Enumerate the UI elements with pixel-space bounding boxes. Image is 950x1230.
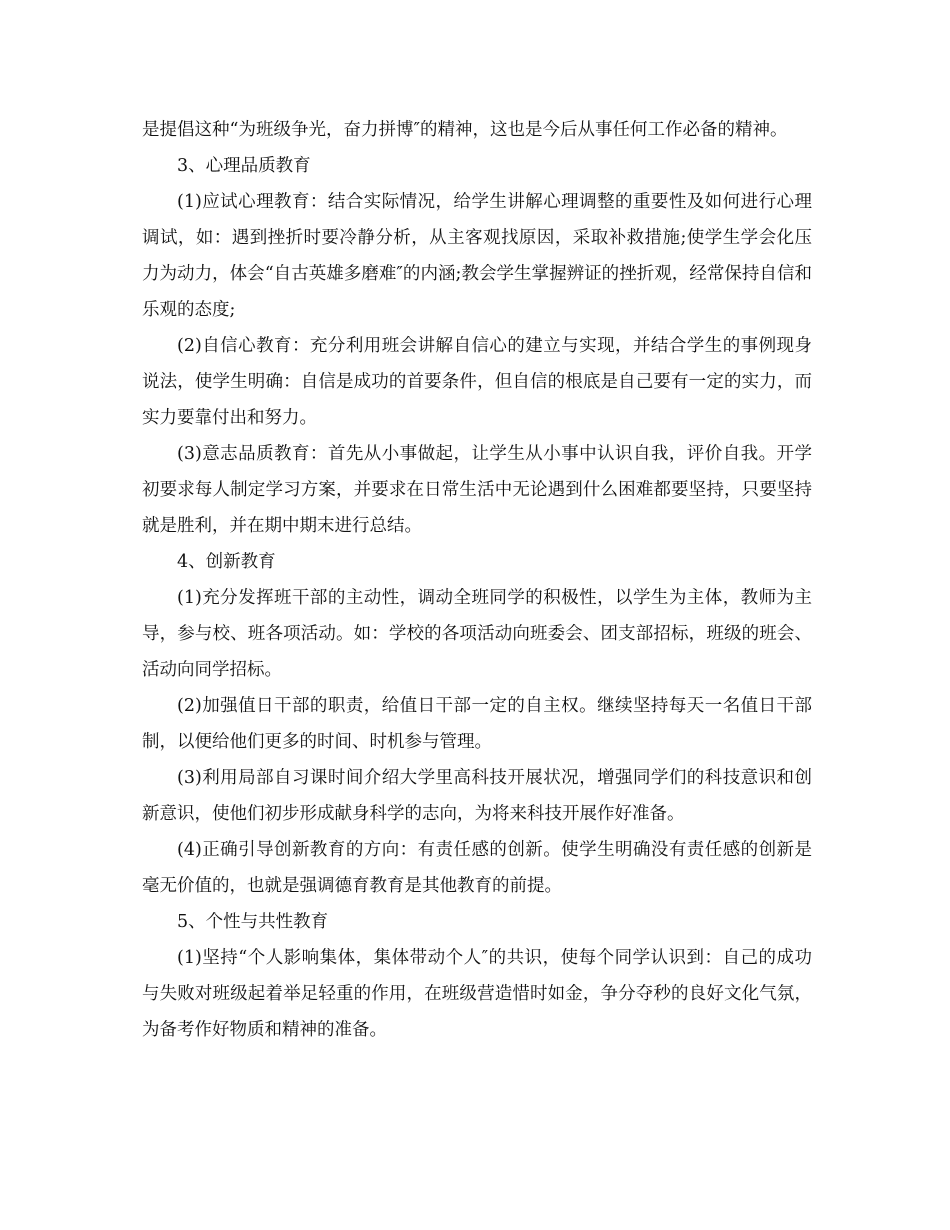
paragraph-4-1: (1)充分发挥班干部的主动性，调动全班同学的积极性，以学生为主体，教师为主导，参与校、班各项活动。如：学校的各项活动向班委会、团支部招标，班级的班会、活动向同学招标。 [142, 588, 812, 680]
paragraph-4-3: (3)利用局部自习课时间介绍大学里高科技开展状况，增强同学们的科技意识和创新意识，使他们初步形成献身科学的志向，为将来科技开展作好准备。 [142, 768, 812, 824]
section-heading-3: 3、心理品质教育 [177, 156, 311, 176]
section-heading-4: 4、创新教育 [177, 552, 276, 572]
section-heading-5: 5、个性与共性教育 [177, 912, 329, 932]
paragraph-4-2: (2)加强值日干部的职责，给值日干部一定的自主权。继续坚持每天一名值日干部制，以便给他们更多的时间、时机参与管理。 [142, 696, 812, 752]
paragraph-3-2: (2)自信心教育：充分利用班会讲解自信心的建立与实现，并结合学生的事例现身说法，使学生明确：自信是成功的首要条件，但自信的根底是自己要有一定的实力，而实力要靠付出和努力。 [142, 336, 812, 428]
paragraph-continuation: 是提倡这种“为班级争光，奋力拼博″的精神，这也是今后从事任何工作必备的精神。 [142, 120, 788, 140]
document-body [142, 112, 812, 1048]
paragraph-3-1: (1)应试心理教育：结合实际情况，给学生讲解心理调整的重要性及如何进行心理调试，如：遇到挫折时要冷静分析，从主客观找原因，采取补救措施;使学生学会化压力为动力，体会“自古英雄多磨难″的内涵;教会学生掌握辨证的挫折观，经常保持自信和乐观的态度; [142, 192, 812, 320]
paragraph-3-3: (3)意志品质教育：首先从小事做起，让学生从小事中认识自我，评价自我。开学初要求每人制定学习方案，并要求在日常生活中无论遇到什么困难都要坚持，只要坚持就是胜利，并在期中期末进行总结。 [142, 444, 812, 536]
paragraph-5-1: (1)坚持“个人影响集体，集体带动个人″的共识，使每个同学认识到：自己的成功与失败对班级起着举足轻重的作用，在班级营造惜时如金，争分夺秒的良好文化气氛，为备考作好物质和精神的准备。 [142, 948, 812, 1040]
paragraph-4-4: (4)正确引导创新教育的方向：有责任感的创新。使学生明确没有责任感的创新是毫无价值的，也就是强调德育教育是其他教育的前提。 [142, 840, 812, 896]
